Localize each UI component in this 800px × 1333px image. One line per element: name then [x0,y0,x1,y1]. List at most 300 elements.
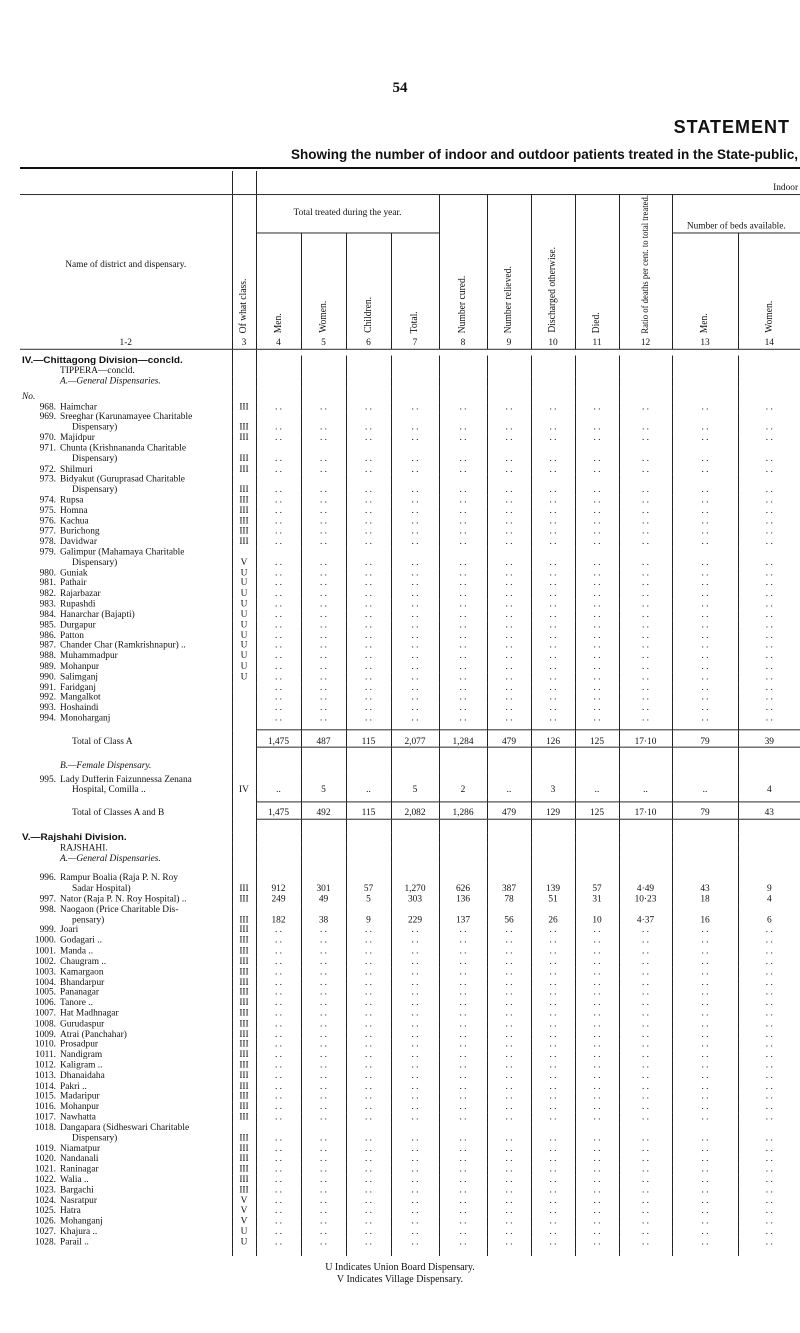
value-cell: . . [531,1144,575,1154]
serial-number: 1009. [34,1029,56,1040]
value-cell: 137 [439,905,487,926]
value-cell: . . [256,1040,301,1050]
class-col-heading: Of what class. [238,278,250,334]
name-line: Sadar Hospital) [72,884,131,894]
value-cell: . . [439,1113,487,1123]
empty-cell [346,761,391,771]
value-cell: . . [391,1227,439,1237]
value-cell: . . [346,433,391,443]
empty-cell [672,854,738,864]
total-value: 17·10 [619,802,672,819]
column-number: 4 [256,337,301,349]
empty-cell [672,761,738,771]
dispensary-name [20,1206,232,1216]
value-cell: . . [619,1186,672,1196]
dispensary-name [20,631,232,641]
name-line: Hatra [60,1206,81,1217]
serial-number: 972. [39,464,56,475]
dispensary-name [20,704,232,714]
value-cell: . . [439,936,487,946]
value-cell: . . [575,714,619,724]
value-cell: . . [391,978,439,988]
value-cell: . . [738,496,800,506]
empty-cell [256,854,301,864]
value-cell: . . [391,683,439,693]
value-cell: . . [439,978,487,988]
value-cell: . . [531,631,575,641]
value-cell: . . [346,610,391,620]
serial-number: 1026. [34,1216,56,1227]
value-cell: . . [439,444,487,465]
value-cell: . . [738,1227,800,1237]
value-cell: . . [738,999,800,1009]
value-cell: . . [256,957,301,967]
name-line: Khajura .. [60,1227,98,1237]
value-cell: . . [346,1061,391,1071]
class-cell: U [232,610,256,620]
class-cell: III [232,496,256,506]
value-cell: . . [738,662,800,672]
name-line: Muhammadpur [60,651,118,662]
dispensary-name [20,1102,232,1112]
name-line: Kamargaon [60,967,104,978]
value-cell: . . [738,413,800,434]
value-cell: . . [738,641,800,651]
empty-cell [575,854,619,864]
footnote-village: V Indicates Village Dispensary. [336,1274,464,1285]
empty-cell [256,832,301,843]
class-cell: IV [232,775,256,796]
value-cell: . . [672,1123,738,1144]
table-row [20,1040,800,1050]
empty-cell [487,843,531,853]
value-cell: . . [391,714,439,724]
value-cell: . . [391,465,439,475]
empty-cell [256,761,301,771]
class-cell: U [232,589,256,599]
class-cell: III [232,1175,256,1185]
value-cell: . . [391,1206,439,1216]
value-cell: . . [391,936,439,946]
value-cell: . . [346,527,391,537]
value-cell: . . [256,1227,301,1237]
value-cell: . . [575,1175,619,1185]
value-cell: . . [346,413,391,434]
value-cell: . . [346,1071,391,1081]
value-cell: . . [575,1019,619,1029]
value-cell: . . [738,1144,800,1154]
value-cell: . . [391,1082,439,1092]
value-cell: . . [575,1238,619,1248]
value-cell: . . [672,1061,738,1071]
serial-number: 979. [39,547,56,558]
value-cell: 49 [301,895,346,905]
value-cell: . . [439,683,487,693]
value-cell: . . [575,1071,619,1081]
empty-cell [391,854,439,864]
serial-number: 995. [39,775,56,785]
value-cell: . . [301,1082,346,1092]
value-cell: . . [346,683,391,693]
table-row [20,413,800,434]
value-cell: 229 [391,905,439,926]
total-class-ab-row [20,802,800,819]
serial-number: 1017. [34,1112,56,1123]
value-cell: . . [531,926,575,936]
table-row [20,444,800,465]
name-line: Rupsa [60,495,84,506]
total-value: 1,286 [439,802,487,819]
name-line: Shilmuri [60,464,93,475]
value-cell: . . [391,693,439,703]
empty-cell [439,854,487,864]
table-row [20,548,800,569]
class-cell: V [232,1196,256,1206]
value-cell: . . [346,693,391,703]
name-line: Patton [60,630,84,641]
serial-number: 984. [39,610,56,620]
dispensary-name [20,444,232,465]
dispensary-name [20,1227,232,1237]
value-cell: . . [575,433,619,443]
class-cell: III [232,1030,256,1040]
value-cell: . . [531,652,575,662]
value-cell: . . [575,926,619,936]
name-line: Rupashdi [60,599,96,610]
value-cell: . . [672,704,738,714]
value-cell: . . [619,652,672,662]
value-cell: . . [575,413,619,434]
value-cell: . . [391,957,439,967]
value-cell: . . [575,1102,619,1112]
value-cell: . . [346,1113,391,1123]
table-row [20,662,800,672]
value-cell: 31 [575,895,619,905]
value-cell: . . [531,589,575,599]
value-cell: . . [346,1082,391,1092]
value-cell: . . [439,1051,487,1061]
value-cell: . . [256,600,301,610]
class-cell: III [232,874,256,895]
empty-cell [439,761,487,771]
total-value: 115 [346,802,391,819]
serial-number: 977. [39,526,56,537]
name-line: Rajarbazar [60,589,101,599]
value-cell: . . [672,1206,738,1216]
value-cell: . . [391,610,439,620]
value-cell: . . [487,1071,531,1081]
value-cell: . . [439,1082,487,1092]
value-cell: . . [575,1082,619,1092]
value-cell: . . [531,610,575,620]
value-cell: . . [301,620,346,630]
value-cell: . . [672,631,738,641]
value-cell: . . [439,475,487,496]
spacer-row [20,747,800,760]
empty-cell [346,832,391,843]
value-cell: . . [487,641,531,651]
value-cell: . . [301,506,346,516]
value-cell: . . [738,1051,800,1061]
value-cell: . . [531,683,575,693]
empty-cell [301,843,346,853]
value-cell: . . [738,1123,800,1144]
value-cell: . . [346,652,391,662]
value-cell: . . [575,978,619,988]
name-line: Durgapur [60,620,96,631]
statement-sheet [20,171,800,1256]
value-cell: . . [301,978,346,988]
value-cell: . . [256,537,301,547]
value-cell: . . [256,402,301,412]
total-value: 487 [301,730,346,747]
value-cell: . . [439,579,487,589]
value-cell: . . [301,631,346,641]
header-rule [20,167,800,169]
value-cell: . . [301,662,346,672]
value-cell: . . [672,936,738,946]
value-cell: . . [575,444,619,465]
name-line: Pakri .. [60,1081,87,1092]
dispensary-name [20,672,232,682]
value-cell: . . [256,433,301,443]
value-cell: . . [439,1227,487,1237]
value-cell: . . [487,1092,531,1102]
beds-men-heading: Men. [699,313,711,334]
value-cell: . . [672,517,738,527]
value-cell: . . [487,988,531,998]
table-row [20,947,800,957]
value-cell: . . [301,947,346,957]
table-row [20,475,800,496]
value-cell: . . [575,999,619,1009]
value-cell: . . [672,1227,738,1237]
value-cell: . . [391,620,439,630]
value-cell: . . [439,672,487,682]
value-cell: . . [575,947,619,957]
class-cell [232,683,256,693]
value-cell: . . [531,662,575,672]
value-cell: . . [256,579,301,589]
value-cell: . . [672,569,738,579]
value-cell: . . [301,1061,346,1071]
class-cell [232,730,256,747]
value-cell: . . [672,988,738,998]
name-line: Mohanpur [60,1102,100,1113]
empty-cell [531,761,575,771]
name-col-heading: Name of district and dispensary. [65,260,187,271]
value-cell: . . [301,1071,346,1081]
empty-cell [301,761,346,771]
value-cell: . . [256,589,301,599]
value-cell: . . [487,957,531,967]
value-cell: . . [738,517,800,527]
value-cell: 182 [256,905,301,926]
total-treated-heading: Total treated during the year. [256,194,439,233]
value-cell: . . [619,693,672,703]
value-cell: 301 [301,874,346,895]
value-cell: . . [301,444,346,465]
value-cell: . . [672,693,738,703]
value-cell: . . [391,569,439,579]
value-cell: . . [256,1092,301,1102]
value-cell: . . [738,631,800,641]
value-cell: 626 [439,874,487,895]
table-row [20,610,800,620]
value-cell: . . [301,517,346,527]
value-cell: . . [738,506,800,516]
value-cell: . . [672,506,738,516]
value-cell: . . [531,1102,575,1112]
value-cell: . . [301,1238,346,1248]
value-cell: . . [738,433,800,443]
value-cell: . . [487,610,531,620]
cured-heading: Number cured. [457,275,469,334]
table-row [20,569,800,579]
value-cell: . . [575,662,619,672]
beds-heading: Number of beds available. [672,194,800,233]
name-line: Davidwar [60,537,97,547]
table-body [20,349,800,1255]
value-cell: 57 [575,874,619,895]
column-number: 8 [439,337,487,349]
value-cell: . . [391,1144,439,1154]
value-cell: . . [575,589,619,599]
value-cell: . . [346,589,391,599]
name-line: pensary) [72,915,105,926]
value-cell: . . [738,1165,800,1175]
value-cell: . . [738,714,800,724]
dispensary-name [20,683,232,693]
serial-number: 1012. [34,1060,56,1071]
empty-cell [232,854,256,864]
value-cell: . . [346,1123,391,1144]
value-cell: . . [672,652,738,662]
table-row [20,1206,800,1216]
value-cell: . . [575,1196,619,1206]
value-cell: . . [301,569,346,579]
class-cell [232,802,256,819]
total-value: 126 [531,730,575,747]
class-cell: III [232,1061,256,1071]
name-line: Kachua [60,516,89,527]
table-row [20,537,800,547]
value-cell: . . [256,1009,301,1019]
value-cell: . . [439,988,487,998]
value-cell: . . [487,1061,531,1071]
value-cell: . . [738,683,800,693]
value-cell: . . [619,579,672,589]
value-cell: .. [619,775,672,796]
column-number: 7 [391,337,439,349]
empty-cell [672,843,738,853]
class-cell: U [232,1238,256,1248]
subsection-heading-text: A.—General Dispensaries. [60,853,161,864]
empty-cell [487,854,531,864]
value-cell: . . [619,1113,672,1123]
value-cell: . . [256,936,301,946]
value-cell: . . [487,704,531,714]
class-cell: III [232,988,256,998]
table-row [20,895,800,905]
value-cell: . . [575,1186,619,1196]
value-cell: . . [619,589,672,599]
value-cell: . . [619,662,672,672]
value-cell: . . [391,1030,439,1040]
value-cell: . . [346,1186,391,1196]
value-cell: . . [256,517,301,527]
value-cell: . . [672,527,738,537]
value-cell: . . [672,589,738,599]
dispensary-name [20,413,232,434]
name-line: Chaugram .. [60,957,107,967]
value-cell: . . [531,1040,575,1050]
value-cell: . . [439,537,487,547]
value-cell: . . [738,1206,800,1216]
column-number: 11 [575,337,619,349]
name-line: Dispensary) [72,558,118,568]
name-line: Prosadpur [60,1040,99,1050]
value-cell: . . [391,988,439,998]
class-cell: III [232,1092,256,1102]
value-cell: . . [738,1019,800,1029]
empty-cell [619,843,672,853]
name-line: Faridganj [60,682,96,693]
value-cell: . . [391,548,439,569]
name-line: Nasratpur [60,1196,97,1206]
value-cell: .. [672,775,738,796]
value-cell: . . [256,610,301,620]
class-cell: U [232,672,256,682]
value-cell: . . [439,506,487,516]
table-row [20,1175,800,1185]
serial-number: 1014. [34,1081,56,1092]
value-cell: . . [672,620,738,630]
value-cell: . . [738,672,800,682]
name-line: Gurudaspur [60,1019,105,1029]
value-cell: . . [301,1019,346,1029]
value-cell: . . [619,569,672,579]
value-cell: . . [738,1061,800,1071]
serial-number: 1024. [34,1196,56,1206]
value-cell: . . [301,1186,346,1196]
value-cell: . . [619,496,672,506]
table-row [20,496,800,506]
name-line: Guniak [60,568,88,579]
value-cell: . . [346,1227,391,1237]
value-cell: . . [738,1238,800,1248]
value-cell: . . [738,652,800,662]
dispensary-name [20,641,232,651]
value-cell: 26 [531,905,575,926]
value-cell: . . [672,579,738,589]
value-cell: . . [738,402,800,412]
value-cell: . . [346,444,391,465]
value-cell: . . [346,988,391,998]
value-cell: . . [738,548,800,569]
name-line: Haimchar [60,402,97,412]
value-cell: . . [619,988,672,998]
value-cell: . . [439,1206,487,1216]
value-cell: . . [672,1217,738,1227]
serial-number: 989. [39,662,56,672]
value-cell: . . [391,496,439,506]
value-cell: . . [256,1144,301,1154]
value-cell: . . [487,662,531,672]
table-row [20,775,800,796]
value-cell: . . [439,1154,487,1164]
value-cell: . . [256,620,301,630]
